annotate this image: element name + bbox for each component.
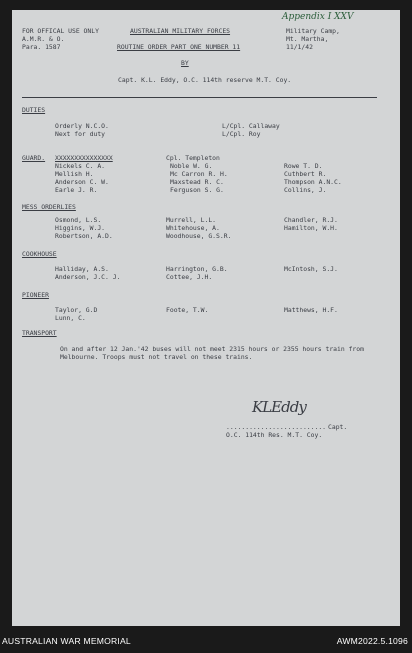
mess-name: Chandler, R.J. bbox=[284, 216, 338, 224]
header-left-line-1: FOR OFFICAL USE ONLY bbox=[22, 27, 99, 35]
guard-name: Mc Carron R. H. bbox=[170, 170, 228, 178]
transport-heading: TRANSPORT bbox=[22, 329, 57, 337]
signature-title: O.C. 114th Res. M.T. Coy. bbox=[226, 431, 323, 439]
pioneer-name: Matthews, H.F. bbox=[284, 306, 338, 314]
guard-heading: GUARD. bbox=[22, 154, 46, 162]
guard-name: Thompson A.N.C. bbox=[284, 178, 342, 186]
duties-heading: DUTIES bbox=[22, 106, 46, 114]
guard-name: Nickels C. A. bbox=[55, 162, 106, 170]
mess-name: Higgins, W.J. bbox=[55, 224, 106, 232]
pioneer-heading: PIONEER bbox=[22, 291, 49, 299]
guard-name: Anderson C. W. bbox=[55, 178, 109, 186]
guard-name: Collins, J. bbox=[284, 186, 327, 194]
mess-name: Hamilton, W.H. bbox=[284, 224, 338, 232]
header-right-line-1: Military Camp, bbox=[286, 27, 340, 35]
appendix-annotation: Appendix I XXV bbox=[282, 12, 354, 22]
header-left-line-3: Para. 1587 bbox=[22, 43, 61, 51]
transport-notice: On and after 12 Jan.'42 buses will not meet 2315 hours or 2355 hours train from Melbourne. Troops must not travel on these trains. bbox=[60, 345, 364, 362]
guard-name: Cuthbert R. bbox=[284, 170, 327, 178]
header-order: ROUTINE ORDER PART ONE NUMBER 11 bbox=[117, 43, 241, 51]
header-right-line-2: Mt. Martha, bbox=[286, 35, 329, 43]
header-left-line-2: A.M.R. & O. bbox=[22, 35, 65, 43]
guard-name: Earle J. R. bbox=[55, 186, 98, 194]
mess-name: Murrell, L.L. bbox=[166, 216, 217, 224]
mess-name: Woodhouse, G.S.R. bbox=[166, 232, 232, 240]
cookhouse-name: Cottee, J.H. bbox=[166, 273, 213, 281]
guard-name: Noble W. G. bbox=[170, 162, 213, 170]
cookhouse-name: McIntosh, S.J. bbox=[284, 265, 338, 273]
footer-source: AUSTRALIAN WAR MEMORIAL bbox=[2, 636, 131, 646]
mess-name: Whitehouse, A. bbox=[166, 224, 220, 232]
guard-name: Rowe T. D. bbox=[284, 162, 323, 170]
mess-name: Robertson, A.D. bbox=[55, 232, 113, 240]
header-right-line-3: 11/1/42 bbox=[286, 43, 313, 51]
guard-name: Maxstead R. C. bbox=[170, 178, 224, 186]
duties-label-1: Orderly N.C.O. bbox=[55, 122, 109, 130]
footer-accession: AWM2022.5.1096 bbox=[336, 636, 408, 646]
duties-name-2: L/Cpl. Roy bbox=[222, 130, 261, 138]
cookhouse-name: Harrington, G.B. bbox=[166, 265, 228, 273]
guard-struck-text: XXXXXXXXXXXXXXX bbox=[55, 154, 113, 162]
header-rule bbox=[22, 97, 377, 98]
cookhouse-name: Anderson, J.C. J. bbox=[55, 273, 121, 281]
signature-dotted-line: .......................... bbox=[226, 423, 327, 431]
signature-scrawl: KLEddy bbox=[252, 398, 306, 416]
guard-name: Cpl. Templeton bbox=[166, 154, 220, 162]
header-title: AUSTRALIAN MILITARY FORCES bbox=[130, 27, 231, 35]
duties-name-1: L/Cpl. Callaway bbox=[222, 122, 280, 130]
pioneer-name: Taylor, G.D bbox=[55, 306, 98, 314]
header-issuer: Capt. K.L. Eddy, O.C. 114th reserve M.T. Coy. bbox=[118, 76, 292, 84]
guard-name: Ferguson S. G. bbox=[170, 186, 224, 194]
mess-heading: MESS ORDERLIES bbox=[22, 203, 76, 211]
pioneer-name: Lunn, C. bbox=[55, 314, 86, 322]
header-by: BY bbox=[181, 59, 189, 67]
cookhouse-heading: COOKHOUSE bbox=[22, 250, 57, 258]
mess-name: Osmond, L.S. bbox=[55, 216, 102, 224]
signature-rank: Capt. bbox=[328, 423, 348, 431]
guard-name: Mellish H. bbox=[55, 170, 94, 178]
pioneer-name: Foote, T.W. bbox=[166, 306, 209, 314]
cookhouse-name: Halliday, A.S. bbox=[55, 265, 109, 273]
duties-label-2: Next for duty bbox=[55, 130, 106, 138]
